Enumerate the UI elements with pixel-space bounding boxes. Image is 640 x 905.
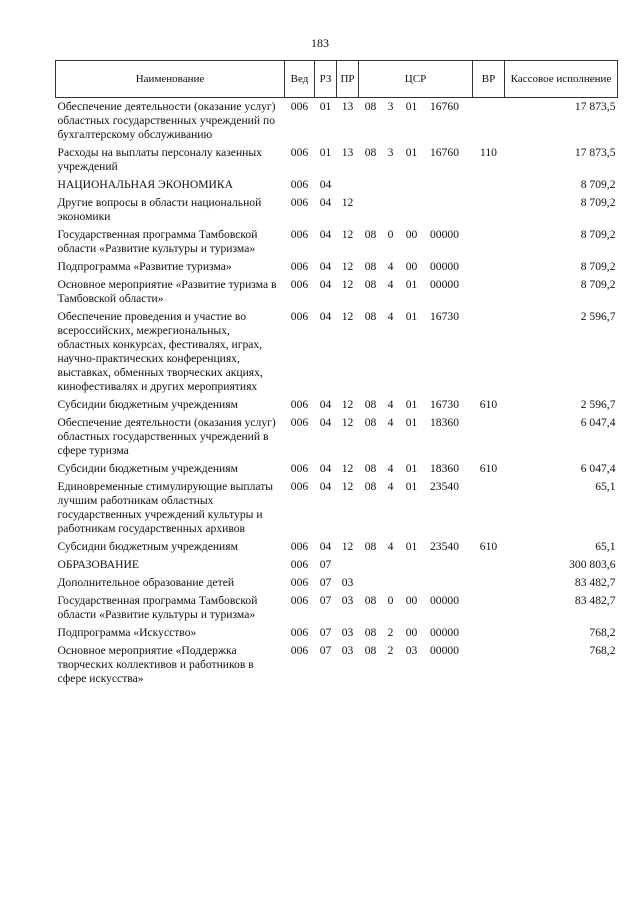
row-vr: 610: [479, 462, 498, 475]
table-row: [56, 624, 618, 642]
row-name: Основное мероприятие «Поддержка творческих коллективов и работников в сфере искусства»: [57, 644, 254, 685]
row-name: Субсидии бюджетным учреждениям: [57, 398, 238, 411]
row-rz: 01: [319, 146, 332, 159]
csr-direction: 00000: [430, 594, 459, 607]
csr-program: 08: [364, 540, 377, 553]
csr-subprogram: 4: [387, 278, 394, 291]
table-row: [56, 226, 618, 258]
row-ved: 006: [290, 260, 309, 273]
row-name: Обеспечение проведения и участие во всероссийских, межрегиональных, областных конкурсах, фестивалях, играх, научно-практических конференциях, выставках, обменных творческих акциях, кинофестивалях и других мероприятиях: [57, 310, 263, 393]
row-csr: [359, 592, 473, 624]
row-amount: 8 709,2: [580, 228, 616, 241]
row-ved: 006: [290, 540, 309, 553]
csr-direction: 00000: [430, 260, 459, 273]
csr-program: 08: [364, 146, 377, 159]
row-rz: 04: [319, 540, 332, 553]
row-csr: [359, 194, 473, 226]
row-ved: 006: [290, 594, 309, 607]
row-pr: 12: [341, 260, 354, 273]
page-number: 183: [311, 36, 329, 50]
csr-subprogram: 2: [387, 644, 394, 657]
row-pr: 03: [341, 594, 354, 607]
row-name: Подпрограмма «Искусство»: [57, 626, 197, 639]
row-ved: 006: [290, 196, 309, 209]
row-amount: 83 482,7: [574, 594, 616, 607]
row-name: Обеспечение деятельности (оказания услуг) областных государственных учреждений в сфере туризма: [57, 416, 276, 457]
row-amount: 17 873,5: [574, 100, 616, 113]
row-rz: 04: [319, 228, 332, 241]
row-vr: [473, 574, 505, 592]
table-row: [56, 98, 618, 145]
row-vr: [473, 414, 505, 460]
csr-direction: 16760: [430, 100, 459, 113]
row-pr: 13: [341, 146, 354, 159]
row-vr: 610: [479, 398, 498, 411]
csr-code: [361, 260, 471, 274]
row-name: Субсидии бюджетным учреждениям: [57, 540, 238, 553]
row-pr: 13: [341, 100, 354, 113]
row-csr: [359, 574, 473, 592]
row-rz: 04: [319, 310, 332, 323]
csr-subprogram: 3: [387, 100, 394, 113]
row-csr: [359, 460, 473, 478]
csr-event: 03: [405, 644, 418, 657]
row-rz: 04: [319, 462, 332, 475]
row-name: Государственная программа Тамбовской области «Развитие культуры и туризма»: [57, 228, 258, 255]
row-pr: 12: [341, 310, 354, 323]
row-ved: 006: [290, 398, 309, 411]
csr-direction: 23540: [430, 480, 459, 493]
csr-subprogram: 0: [387, 594, 394, 607]
row-name: Дополнительное образование детей: [57, 576, 235, 589]
row-csr: [359, 144, 473, 176]
csr-event: 01: [405, 398, 418, 411]
csr-program: 08: [364, 626, 377, 639]
csr-code: [361, 540, 471, 554]
row-csr: [359, 624, 473, 642]
row-csr: [359, 258, 473, 276]
csr-code: [361, 100, 471, 114]
csr-code: [361, 594, 471, 608]
csr-code: [361, 228, 471, 242]
row-rz: 04: [319, 480, 332, 493]
table-body: [56, 98, 618, 689]
csr-event: 00: [405, 594, 418, 607]
table-row: [56, 414, 618, 460]
csr-event: 00: [405, 626, 418, 639]
row-vr: [473, 308, 505, 396]
row-amount: 2 596,7: [580, 398, 616, 411]
row-name: ОБРАЗОВАНИЕ: [57, 558, 139, 571]
table-row: [56, 556, 618, 574]
row-vr: [473, 478, 505, 538]
row-ved: 006: [290, 228, 309, 241]
csr-event: 00: [405, 260, 418, 273]
row-csr: [359, 176, 473, 194]
row-vr: [473, 624, 505, 642]
row-amount: 65,1: [595, 540, 616, 553]
row-rz: 04: [319, 278, 332, 291]
table-row: [56, 176, 618, 194]
row-name: Расходы на выплаты персоналу казенных учреждений: [57, 146, 262, 173]
table-row: [56, 396, 618, 414]
csr-direction: 18360: [430, 416, 459, 429]
row-name: Государственная программа Тамбовской области «Развитие культуры и туризма»: [57, 594, 258, 621]
csr-code: [361, 278, 471, 292]
row-amount: 8 709,2: [580, 196, 616, 209]
row-rz: 04: [319, 260, 332, 273]
csr-subprogram: 3: [387, 146, 394, 159]
csr-subprogram: 2: [387, 626, 394, 639]
table-row: [56, 642, 618, 688]
csr-event: 01: [405, 462, 418, 475]
row-pr: [337, 556, 359, 574]
table-row: [56, 574, 618, 592]
csr-program: 08: [364, 416, 377, 429]
csr-program: 08: [364, 100, 377, 113]
csr-code: [361, 398, 471, 412]
row-amount: 83 482,7: [574, 576, 616, 589]
table-row: [56, 538, 618, 556]
row-rz: 07: [319, 644, 332, 657]
csr-program: 08: [364, 594, 377, 607]
row-vr: [473, 556, 505, 574]
csr-program: 08: [364, 480, 377, 493]
header-ved: Вед: [285, 61, 315, 98]
row-ved: 006: [290, 278, 309, 291]
row-csr: [359, 556, 473, 574]
row-ved: 006: [290, 178, 309, 191]
row-rz: 04: [319, 178, 332, 191]
csr-event: 01: [405, 480, 418, 493]
row-pr: 12: [341, 540, 354, 553]
row-amount: 8 709,2: [580, 260, 616, 273]
csr-event: 01: [405, 540, 418, 553]
csr-subprogram: 4: [387, 540, 394, 553]
row-csr: [359, 396, 473, 414]
row-csr: [359, 538, 473, 556]
row-rz: 04: [319, 196, 332, 209]
row-name: Другие вопросы в области национальной экономики: [57, 196, 262, 223]
csr-subprogram: 4: [387, 462, 394, 475]
table-row: [56, 258, 618, 276]
csr-program: 08: [364, 228, 377, 241]
csr-code: [361, 644, 471, 658]
row-csr: [359, 98, 473, 145]
row-rz: 07: [319, 558, 332, 571]
csr-subprogram: 4: [387, 398, 394, 411]
row-amount: 8 709,2: [580, 278, 616, 291]
row-ved: 006: [290, 576, 309, 589]
csr-direction: 16730: [430, 398, 459, 411]
row-vr: 110: [480, 146, 497, 159]
header-amount: Кассовое исполнение: [505, 61, 618, 98]
row-vr: [473, 258, 505, 276]
row-name: НАЦИОНАЛЬНАЯ ЭКОНОМИКА: [57, 178, 234, 191]
row-ved: 006: [290, 558, 309, 571]
row-name: Обеспечение деятельности (оказание услуг) областных государственных учреждений по бухгалтерскому обслуживанию: [57, 100, 276, 141]
csr-program: 08: [364, 462, 377, 475]
row-rz: 01: [319, 100, 332, 113]
row-pr: 12: [341, 462, 354, 475]
row-ved: 006: [290, 480, 309, 493]
header-name: Наименование: [56, 61, 285, 98]
csr-event: 01: [405, 278, 418, 291]
row-pr: 12: [341, 480, 354, 493]
header-csr: ЦСР: [359, 61, 473, 98]
csr-code: [361, 416, 471, 430]
row-csr: [359, 308, 473, 396]
row-pr: 12: [341, 228, 354, 241]
csr-subprogram: 4: [387, 260, 394, 273]
csr-program: 08: [364, 278, 377, 291]
csr-event: 01: [405, 416, 418, 429]
row-rz: 04: [319, 398, 332, 411]
csr-direction: 16730: [430, 310, 459, 323]
csr-subprogram: 4: [387, 480, 394, 493]
csr-event: 00: [405, 228, 418, 241]
header-rz: РЗ: [315, 61, 337, 98]
row-vr: 610: [479, 540, 498, 553]
csr-event: 01: [405, 100, 418, 113]
csr-program: 08: [364, 644, 377, 657]
budget-table: [55, 60, 618, 688]
row-csr: [359, 642, 473, 688]
row-ved: 006: [290, 310, 309, 323]
row-vr: [473, 592, 505, 624]
row-ved: 006: [290, 100, 309, 113]
row-amount: 6 047,4: [580, 416, 616, 429]
csr-event: 01: [405, 146, 418, 159]
row-pr: 12: [341, 278, 354, 291]
header-vr: ВР: [473, 61, 505, 98]
row-vr: [473, 194, 505, 226]
csr-subprogram: 4: [387, 416, 394, 429]
table-row: [56, 592, 618, 624]
row-pr: [337, 176, 359, 194]
csr-code: [361, 462, 471, 476]
csr-subprogram: 4: [387, 310, 394, 323]
row-pr: 03: [341, 626, 354, 639]
csr-code: [361, 626, 471, 640]
table-row: [56, 194, 618, 226]
csr-code: [361, 480, 471, 494]
row-csr: [359, 226, 473, 258]
row-amount: 2 596,7: [580, 310, 616, 323]
row-pr: 12: [341, 196, 354, 209]
row-name: Единовременные стимулирующие выплаты лучшим работникам областных государственных учреждений культуры и работникам государственных архивов: [57, 480, 274, 535]
row-pr: 12: [341, 398, 354, 411]
row-csr: [359, 414, 473, 460]
csr-direction: 00000: [430, 228, 459, 241]
csr-direction: 18360: [430, 462, 459, 475]
row-csr: [359, 478, 473, 538]
row-vr: [473, 176, 505, 194]
csr-program: 08: [364, 260, 377, 273]
csr-code: [361, 146, 471, 160]
row-vr: [473, 276, 505, 308]
csr-program: 08: [364, 310, 377, 323]
table-row: [56, 276, 618, 308]
table-row: [56, 308, 618, 396]
csr-direction: 00000: [430, 644, 459, 657]
csr-subprogram: 0: [387, 228, 394, 241]
row-ved: 006: [290, 626, 309, 639]
csr-direction: 00000: [430, 278, 459, 291]
row-pr: 03: [341, 644, 354, 657]
row-ved: 006: [290, 146, 309, 159]
row-pr: 03: [341, 576, 354, 589]
row-rz: 07: [319, 626, 332, 639]
csr-direction: 23540: [430, 540, 459, 553]
row-rz: 04: [319, 416, 332, 429]
row-name: Субсидии бюджетным учреждениям: [57, 462, 238, 475]
csr-direction: 00000: [430, 626, 459, 639]
row-vr: [473, 226, 505, 258]
row-amount: 65,1: [595, 480, 616, 493]
row-amount: 8 709,2: [580, 178, 616, 191]
header-pr: ПР: [337, 61, 359, 98]
csr-program: 08: [364, 398, 377, 411]
table-row: [56, 144, 618, 176]
row-csr: [359, 276, 473, 308]
row-ved: 006: [290, 644, 309, 657]
table-row: [56, 478, 618, 538]
row-pr: 12: [341, 416, 354, 429]
row-rz: 07: [319, 594, 332, 607]
row-vr: [473, 642, 505, 688]
row-amount: 6 047,4: [580, 462, 616, 475]
row-ved: 006: [290, 416, 309, 429]
table-row: [56, 460, 618, 478]
row-amount: 768,2: [589, 626, 616, 639]
csr-code: [361, 310, 471, 324]
csr-direction: 16760: [430, 146, 459, 159]
row-name: Подпрограмма «Развитие туризма»: [57, 260, 232, 273]
row-amount: 768,2: [589, 644, 616, 657]
row-amount: 300 803,6: [569, 558, 616, 571]
row-ved: 006: [290, 462, 309, 475]
row-name: Основное мероприятие «Развитие туризма в Тамбовской области»: [57, 278, 277, 305]
table-header-row: [56, 61, 618, 98]
csr-event: 01: [405, 310, 418, 323]
row-vr: [473, 98, 505, 145]
row-amount: 17 873,5: [574, 146, 616, 159]
row-rz: 07: [319, 576, 332, 589]
